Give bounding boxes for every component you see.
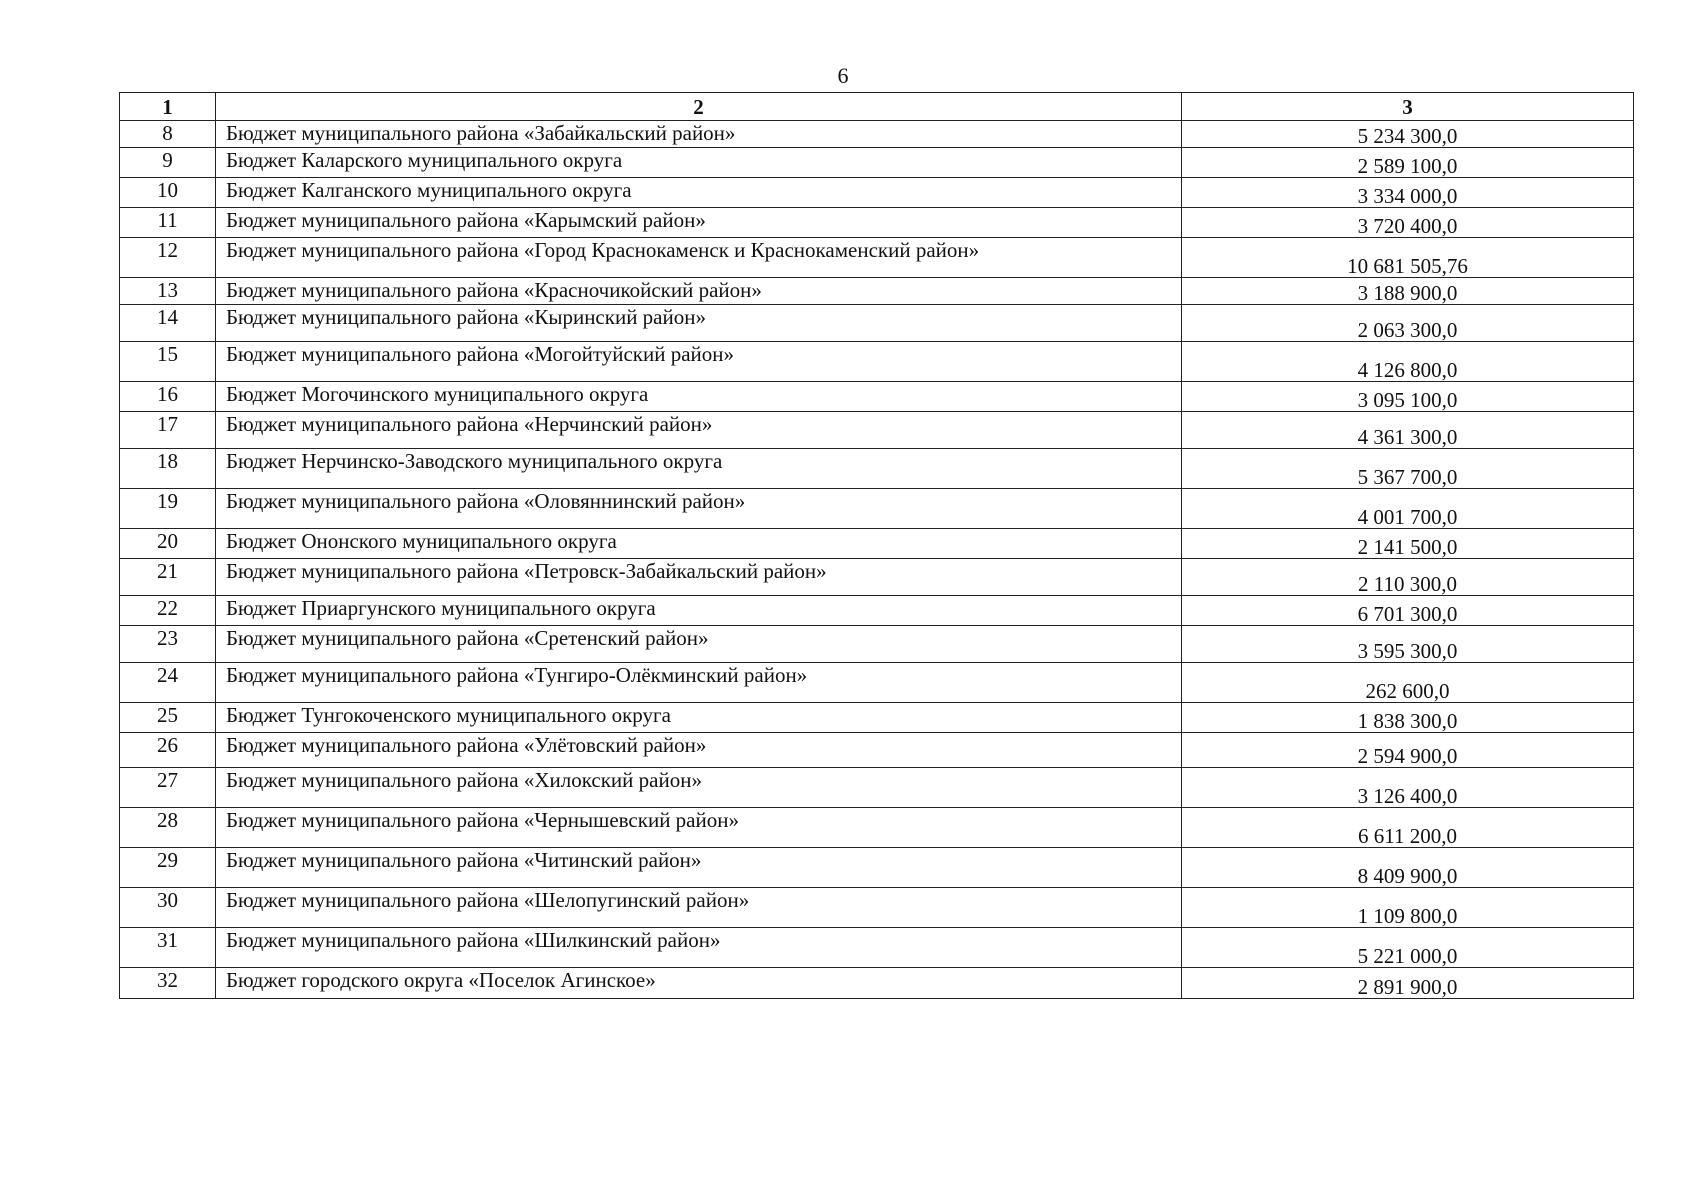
budget-amount: 4 126 800,0: [1182, 342, 1634, 382]
budget-name: Бюджет Тунгокоченского муниципального округа: [216, 703, 1182, 733]
table-row: [120, 808, 1634, 848]
row-number: 14: [120, 305, 216, 342]
budget-name: Бюджет муниципального района «Петровск-Забайкальский район»: [216, 559, 1182, 596]
budget-name: Бюджет муниципального района «Улётовский район»: [216, 733, 1182, 768]
table-row: [120, 208, 1634, 238]
row-number: 24: [120, 663, 216, 703]
table-row: [120, 178, 1634, 208]
budget-amount: 6 611 200,0: [1182, 808, 1634, 848]
budget-amount: 4 001 700,0: [1182, 489, 1634, 529]
row-number: 21: [120, 559, 216, 596]
row-number: 23: [120, 626, 216, 663]
table-row: [120, 663, 1634, 703]
budget-name: Бюджет муниципального района «Нерчинский район»: [216, 412, 1182, 449]
budget-name: Бюджет муниципального района «Могойтуйский район»: [216, 342, 1182, 382]
budget-amount: 3 188 900,0: [1182, 278, 1634, 305]
budget-name: Бюджет муниципального района «Оловяннинский район»: [216, 489, 1182, 529]
budget-amount: 5 367 700,0: [1182, 449, 1634, 489]
table-row: [120, 342, 1634, 382]
budget-name: Бюджет Нерчинско-Заводского муниципального округа: [216, 449, 1182, 489]
budget-name: Бюджет муниципального района «Красночикойский район»: [216, 278, 1182, 305]
table-row: [120, 848, 1634, 888]
table-row: [120, 733, 1634, 768]
row-number: 16: [120, 382, 216, 412]
table-header-row: [120, 93, 1634, 121]
row-number: 20: [120, 529, 216, 559]
header-cell-name: 2: [216, 93, 1182, 121]
row-number: 25: [120, 703, 216, 733]
table-row: [120, 238, 1634, 278]
row-number: 9: [120, 148, 216, 178]
row-number: 13: [120, 278, 216, 305]
budget-amount: 3 595 300,0: [1182, 626, 1634, 663]
table-row: [120, 489, 1634, 529]
row-number: 12: [120, 238, 216, 278]
budget-name: Бюджет городского округа «Поселок Агинское»: [216, 968, 1182, 999]
row-number: 32: [120, 968, 216, 999]
row-number: 15: [120, 342, 216, 382]
budget-amount: 10 681 505,76: [1182, 238, 1634, 278]
row-number: 31: [120, 928, 216, 968]
table-row: [120, 768, 1634, 808]
budget-name: Бюджет муниципального района «Город Краснокаменск и Краснокаменский район»: [216, 238, 1182, 278]
budget-amount: 2 110 300,0: [1182, 559, 1634, 596]
table-row: [120, 596, 1634, 626]
budget-amount: 2 141 500,0: [1182, 529, 1634, 559]
table-row: [120, 703, 1634, 733]
budget-table: [119, 92, 1634, 999]
budget-name: Бюджет муниципального района «Кыринский район»: [216, 305, 1182, 342]
header-cell-sum: 3: [1182, 93, 1634, 121]
budget-amount: 5 234 300,0: [1182, 121, 1634, 148]
budget-amount: 2 589 100,0: [1182, 148, 1634, 178]
row-number: 11: [120, 208, 216, 238]
budget-name: Бюджет муниципального района «Читинский район»: [216, 848, 1182, 888]
row-number: 22: [120, 596, 216, 626]
budget-name: Бюджет муниципального района «Тунгиро-Олёкминский район»: [216, 663, 1182, 703]
table-row: [120, 148, 1634, 178]
table-row: [120, 968, 1634, 999]
table-row: [120, 449, 1634, 489]
table-row: [120, 278, 1634, 305]
row-number: 28: [120, 808, 216, 848]
budget-amount: 1 838 300,0: [1182, 703, 1634, 733]
header-cell-number: 1: [120, 93, 216, 121]
budget-amount: 262 600,0: [1182, 663, 1634, 703]
budget-name: Бюджет муниципального района «Забайкальский район»: [216, 121, 1182, 148]
budget-amount: 3 126 400,0: [1182, 768, 1634, 808]
budget-amount: 2 063 300,0: [1182, 305, 1634, 342]
budget-name: Бюджет муниципального района «Сретенский район»: [216, 626, 1182, 663]
budget-amount: 3 095 100,0: [1182, 382, 1634, 412]
row-number: 19: [120, 489, 216, 529]
table-row: [120, 888, 1634, 928]
budget-name: Бюджет Калганского муниципального округа: [216, 178, 1182, 208]
table-row: [120, 559, 1634, 596]
budget-name: Бюджет муниципального района «Карымский район»: [216, 208, 1182, 238]
row-number: 29: [120, 848, 216, 888]
page-number: 6: [837, 63, 849, 88]
budget-amount: 3 334 000,0: [1182, 178, 1634, 208]
budget-name: Бюджет муниципального района «Хилокский район»: [216, 768, 1182, 808]
budget-name: Бюджет муниципального района «Шилкинский район»: [216, 928, 1182, 968]
table-row: [120, 305, 1634, 342]
budget-amount: 1 109 800,0: [1182, 888, 1634, 928]
table-row: [120, 928, 1634, 968]
budget-name: Бюджет Ононского муниципального округа: [216, 529, 1182, 559]
budget-amount: 4 361 300,0: [1182, 412, 1634, 449]
row-number: 26: [120, 733, 216, 768]
row-number: 17: [120, 412, 216, 449]
row-number: 18: [120, 449, 216, 489]
budget-name: Бюджет муниципального района «Чернышевский район»: [216, 808, 1182, 848]
budget-name: Бюджет Каларского муниципального округа: [216, 148, 1182, 178]
budget-name: Бюджет муниципального района «Шелопугинский район»: [216, 888, 1182, 928]
table-row: [120, 382, 1634, 412]
row-number: 8: [120, 121, 216, 148]
budget-name: Бюджет Приаргунского муниципального округа: [216, 596, 1182, 626]
table-row: [120, 626, 1634, 663]
budget-amount: 3 720 400,0: [1182, 208, 1634, 238]
budget-amount: 6 701 300,0: [1182, 596, 1634, 626]
table-row: [120, 529, 1634, 559]
row-number: 27: [120, 768, 216, 808]
table-row: [120, 121, 1634, 148]
row-number: 10: [120, 178, 216, 208]
table-row: [120, 412, 1634, 449]
budget-amount: 2 594 900,0: [1182, 733, 1634, 768]
row-number: 30: [120, 888, 216, 928]
budget-amount: 2 891 900,0: [1182, 968, 1634, 999]
budget-name: Бюджет Могочинского муниципального округа: [216, 382, 1182, 412]
budget-amount: 8 409 900,0: [1182, 848, 1634, 888]
budget-amount: 5 221 000,0: [1182, 928, 1634, 968]
